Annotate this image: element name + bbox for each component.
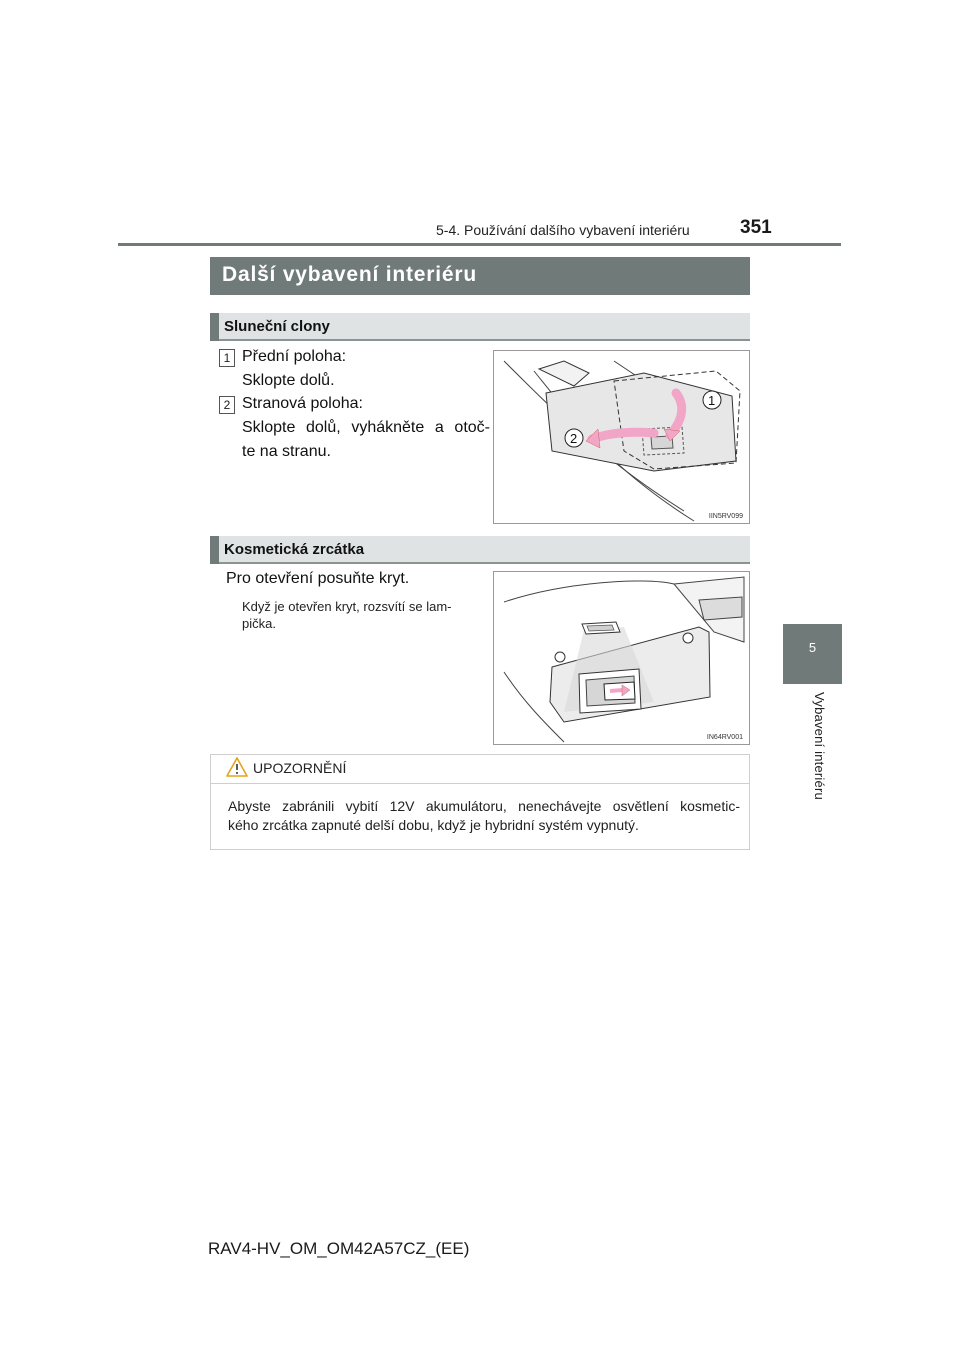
vanity-mirror-illustration	[493, 571, 750, 745]
figure-code: IN64RV001	[706, 734, 743, 741]
header-rule	[118, 243, 841, 246]
subheading-sun-visors: Sluneční clony	[224, 318, 330, 335]
item-2-line-2: Sklopte dolů, vyhákněte a otoč-	[242, 419, 490, 436]
figure-label-1: 1	[708, 393, 716, 408]
vanity-mirror-instruction: Pro otevření posuňte kryt.	[226, 570, 410, 587]
item-2-line-1: Stranová poloha:	[242, 395, 363, 412]
figure-label-2: 2	[570, 431, 578, 446]
document-code: RAV4-HV_OM_OM42A57CZ_(EE)	[208, 1239, 470, 1258]
item-1-line-1: Přední poloha:	[242, 348, 347, 365]
subheading-accent	[210, 313, 219, 341]
warning-text-line-2: kého zrcátka zapnuté delší dobu, když je hybridní systém vypnutý.	[228, 817, 639, 833]
chapter-number: 5	[808, 640, 817, 655]
subheading-vanity-mirrors: Kosmetická zrcátka	[224, 541, 365, 558]
warning-triangle-icon	[225, 756, 249, 783]
page-number: 351	[740, 217, 772, 238]
vanity-mirror-drawing	[494, 572, 749, 744]
vanity-mirror-note-line-2: pička.	[242, 616, 276, 631]
sun-visor-illustration	[493, 350, 750, 524]
chapter-label: Vybavení interiéru	[812, 692, 827, 800]
item-1-line-2: Sklopte dolů.	[242, 372, 335, 389]
figure-code: IIN5RV099	[708, 513, 743, 520]
section-header: 5-4. Používání dalšího vybavení interiéru	[436, 222, 690, 238]
warning-title: UPOZORNĚNÍ	[253, 760, 347, 776]
subheading-accent	[210, 536, 219, 564]
item-number-badge: 2	[219, 396, 235, 414]
vanity-mirror-note-line-1: Když je otevřen kryt, rozsvítí se lam-	[242, 599, 452, 614]
sun-visor-drawing	[494, 351, 749, 523]
warning-text-line-1: Abyste zabránili vybití 12V akumulátoru, nenechávejte osvětlení kosmetic-	[228, 798, 740, 814]
item-2-line-3: te na stranu.	[242, 443, 331, 460]
item-number-badge: 1	[219, 349, 235, 367]
page-title: Další vybavení interiéru	[222, 263, 477, 286]
